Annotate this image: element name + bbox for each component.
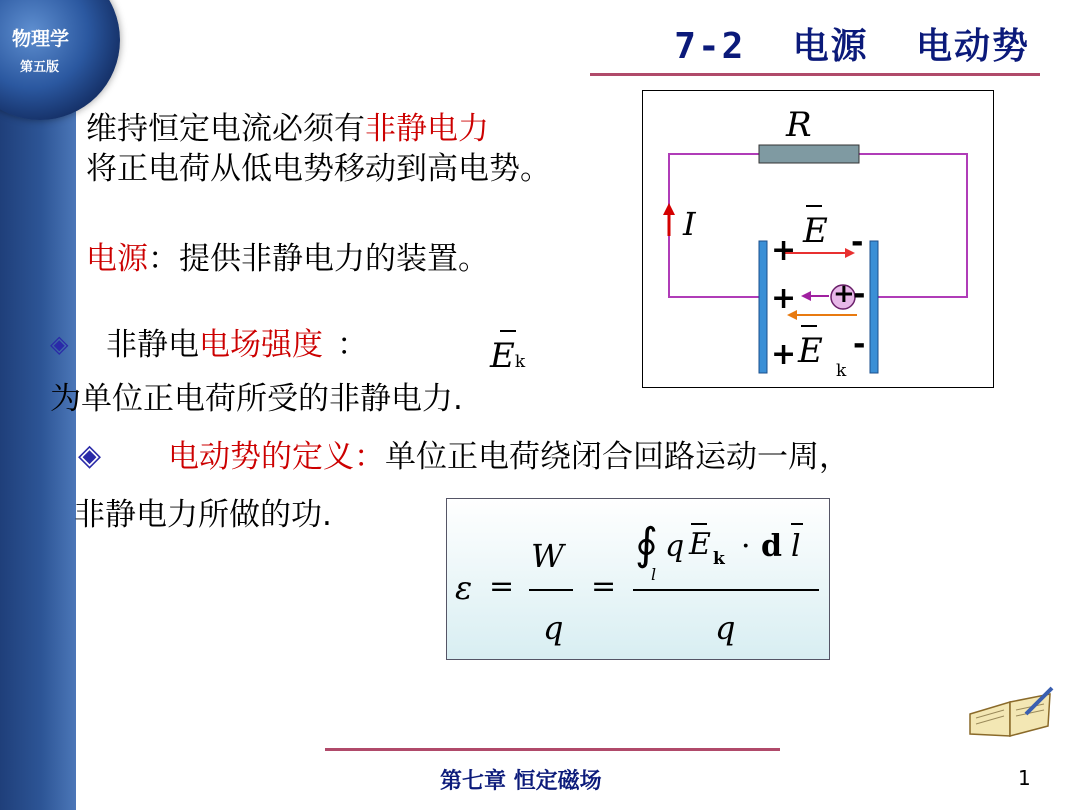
ek-subscript: k [514,352,526,372]
field-label-bottom: E [798,331,823,371]
fraction-bar-1 [529,589,573,591]
field-heading-red: 电场强度 [199,327,323,363]
resistor-label: R [786,105,812,145]
formula-dot: · [741,529,751,564]
ek-symbol [490,336,525,376]
field-arrow-purple-head [801,291,811,301]
ek-letter: E [490,336,515,376]
formula-epsilon: ε [455,569,473,607]
globe-logo [0,0,120,120]
book-edition: 第五版 [20,60,60,75]
current-arrow-head [663,203,675,215]
plus-sign-2: + [771,281,797,316]
slide-title: 7-2 电源 电动势 [674,26,1030,67]
field-label-top: E [803,211,828,251]
emf-formula [446,498,830,660]
charge-plus: + [833,279,855,309]
formula-E: E [689,527,711,562]
plus-sign-3: + [771,337,797,372]
field-label-bottom-bar [801,325,817,327]
formula-W: W [531,537,564,575]
footer-rule [325,748,780,751]
field-strength-definition: 为单位正电荷所受的非静电力. [50,381,463,417]
emf-desc: 单位正电荷绕闭合回路运动一周， [385,439,850,475]
diamond-bullet-icon-2: ◈ [78,438,102,473]
ek-vector-bar [500,330,516,332]
diamond-bullet-icon: ◈ [50,330,69,358]
minus-sign-2: - [853,277,866,312]
page-number: 1 [1018,766,1031,790]
emf-definition [168,438,850,476]
formula-l: l [791,529,801,564]
field-label-top-bar [806,205,822,207]
emf-term: 电动势的定义： [168,439,385,475]
text-line-2: 将正电荷从低电势移动到高电势。 [86,151,551,187]
formula-equals-1: = [489,569,515,604]
power-source-definition [86,240,489,278]
text-line-1-black: 维持恒定电流必须有 [86,111,365,147]
emf-definition-line-2: 非静电力所做的功. [74,497,332,533]
formula-equals-2: = [591,569,617,604]
minus-sign-3: - [853,327,866,362]
contour-integral-icon: ∮ [635,519,658,570]
negative-plate [870,241,878,373]
field-heading-black: 非静电 [106,327,199,363]
formula-q-denominator-2: q [715,609,736,647]
formula-k-sub: k [713,549,725,569]
formula-q-inner: q [665,529,685,564]
text-line-1-red: 非静电力 [365,111,489,147]
field-label-bottom-sub: k [836,361,847,381]
fraction-bar-2 [633,589,819,591]
minus-sign-1: - [851,225,864,260]
plus-sign-1: + [771,233,797,268]
field-heading-colon: ： [337,327,368,363]
field-strength-heading [106,326,368,364]
resistor [759,145,859,163]
footer-chapter: 第七章 恒定磁场 [440,768,602,794]
book-title: 物理学 [12,28,70,50]
positive-plate [759,241,767,373]
formula-q-denominator-1: q [543,609,564,647]
power-source-desc: ：提供非静电力的装置。 [148,241,489,277]
formula-integral-sub: l [651,565,657,584]
formula-d: d [761,529,782,564]
formula-E-bar [691,523,707,525]
open-book-icon [966,686,1056,742]
text-line-1 [86,110,489,148]
formula-l-bar [791,523,803,525]
circuit-diagram [642,90,994,388]
title-underline [590,73,1040,76]
power-source-term: 电源 [86,241,148,277]
current-label: I [683,205,696,243]
